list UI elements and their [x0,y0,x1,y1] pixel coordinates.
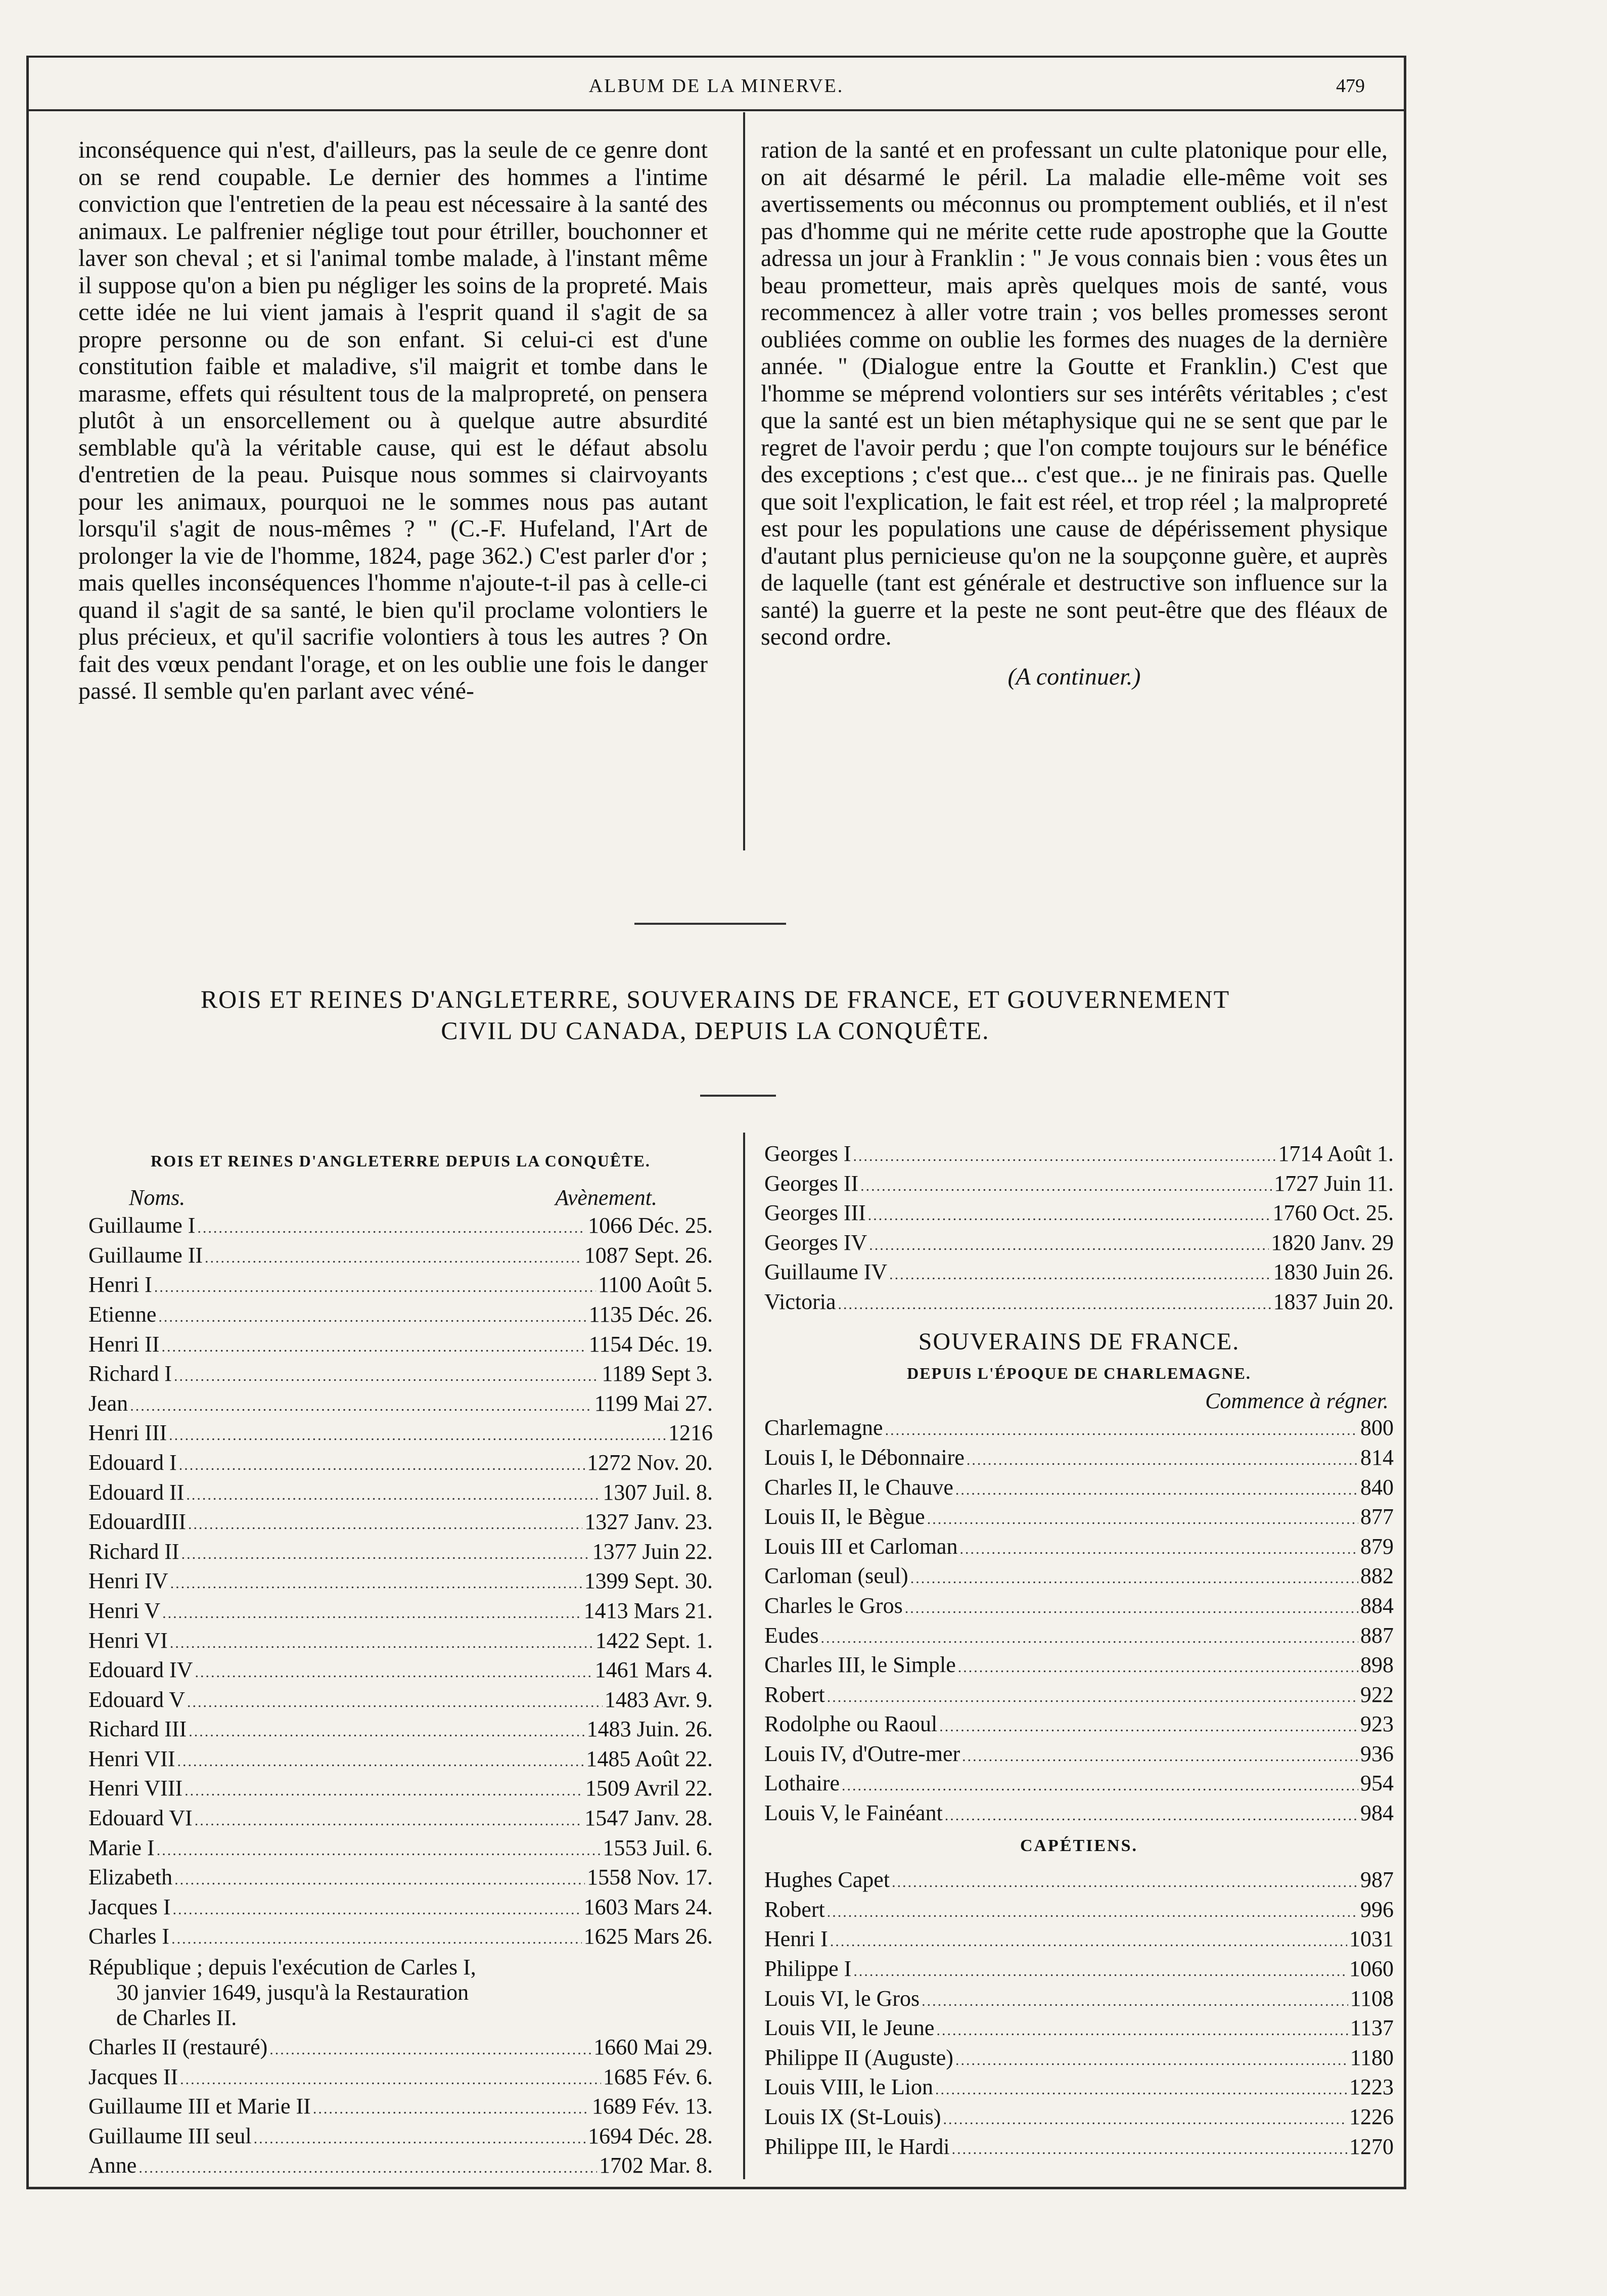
title-underline-rule [700,1095,776,1097]
england-rows-continued [764,1140,1394,1318]
row-value: 1837 Juin 20. [1273,1289,1394,1314]
row-value: 1558 Nov. 17. [587,1865,713,1890]
row-name: EdouardIII [88,1509,187,1535]
leader-dots [935,2076,1347,2103]
leader-dots [958,1654,1358,1681]
row-name: Eudes [764,1623,819,1648]
row-name: Robert [764,1682,825,1707]
column-divider-bottom [743,1133,745,2179]
row-value: 840 [1360,1474,1394,1500]
row-name: Lothaire [764,1771,840,1796]
leader-dots [955,1476,1358,1504]
col-header-name: Noms. [129,1185,186,1210]
list-row [764,1229,1394,1259]
row-name: Edouard II [88,1479,185,1505]
row-value: 1413 Mars 21. [583,1598,713,1623]
row-name: Louis IX (St-Louis) [764,2104,941,2129]
row-name: Charles II, le Chauve [764,1474,953,1500]
row-name: Richard I [88,1361,172,1386]
row-name: Anne [88,2153,137,2178]
row-value: 1461 Mars 4. [594,1657,713,1683]
leader-dots [939,1713,1358,1740]
list-row [88,1271,713,1301]
leader-dots [943,2106,1347,2133]
row-value: 1553 Juil. 6. [603,1835,713,1860]
row-name: Victoria [764,1289,836,1314]
list-row [764,2133,1394,2163]
leader-dots [967,1447,1358,1474]
list-row [88,1301,713,1331]
leader-dots [130,1392,592,1420]
col-header-reign: Commence à régner. [1205,1388,1389,1413]
row-name: Guillaume IV [764,1259,888,1285]
leader-dots [170,1570,582,1597]
row-value: 1702 Mar. 8. [599,2153,713,2178]
row-name: Jean [88,1390,128,1416]
leader-dots [187,1689,603,1716]
section-separator-rule [634,923,786,925]
list-row [764,1955,1394,1985]
leader-dots [171,1925,582,1953]
continuation-note: (A continuer.) [1007,663,1141,690]
row-name: Philippe III, le Hardi [764,2134,950,2159]
leader-dots [922,1988,1348,2015]
list-row [764,1710,1394,1740]
row-value: 1685 Fév. 6. [603,2064,713,2089]
leader-dots [842,1772,1358,1799]
row-value: 1108 [1350,1986,1394,2011]
england-rows [88,1212,713,1953]
row-value: 1399 Sept. 30. [584,1568,713,1594]
list-row [764,2103,1394,2133]
row-value: 882 [1360,1563,1394,1589]
row-value: 1031 [1349,1926,1394,1952]
list-row [88,1627,713,1657]
list-row [88,1923,713,1953]
list-row [764,1985,1394,2015]
list-row [88,1656,713,1686]
row-value: 1820 Janv. 29 [1271,1230,1394,1255]
row-name: Charles III, le Simple [764,1652,956,1678]
running-title: ALBUM DE LA MINERVE. [588,75,844,97]
row-value: 923 [1360,1712,1394,1737]
list-row [764,1770,1394,1799]
leader-dots [195,1807,583,1834]
list-row [764,1592,1394,1622]
row-name: Louis VII, le Jeune [764,2015,935,2041]
row-value: 1060 [1349,1956,1394,1982]
list-row [88,1716,713,1745]
leader-dots [174,1866,585,1894]
row-name: Richard II [88,1539,179,1564]
list-row [88,1419,713,1449]
list-row [764,1681,1394,1711]
leader-dots [169,1422,666,1449]
leader-dots [162,1600,581,1627]
row-name: Hughes Capet [764,1867,890,1893]
list-row [88,1212,713,1242]
row-name: Richard III [88,1717,187,1742]
list-row [88,2093,713,2123]
leader-dots [885,1417,1358,1444]
row-value: 996 [1360,1897,1394,1922]
article-right-column [761,137,1388,690]
row-value: 954 [1360,1771,1394,1796]
row-value: 936 [1360,1741,1394,1766]
leader-dots [186,1481,601,1509]
list-row [764,2014,1394,2044]
leader-dots [838,1291,1271,1318]
list-row [764,1562,1394,1592]
row-name: Edouard VI [88,1806,193,1831]
list-row [764,1444,1394,1474]
row-value: 1760 Oct. 25. [1272,1200,1394,1226]
row-value: 987 [1360,1867,1394,1893]
leader-dots [177,1748,584,1775]
row-name: Henri II [88,1331,160,1357]
row-name: Louis VIII, le Lion [764,2075,934,2100]
england-column-headers [88,1184,713,1211]
row-name: Elizabeth [88,1865,173,1890]
row-value: 1135 Déc. 26. [588,1301,713,1327]
list-row [88,1538,713,1568]
right-list-column [764,1140,1394,2163]
row-name: Georges IV [764,1230,867,1255]
row-value: 1066 Déc. 25. [588,1213,713,1238]
list-row [88,1597,713,1627]
row-name: Louis I, le Débonnaire [764,1445,965,1470]
row-name: Henri VIII [88,1776,183,1801]
list-row [764,1140,1394,1170]
row-name: Louis III et Carloman [764,1534,958,1559]
row-name: Carloman (seul) [764,1563,908,1589]
leader-dots [180,2066,601,2093]
leader-dots [827,1684,1358,1711]
row-name: Louis VI, le Gros [764,1986,920,2011]
row-name: Charles le Gros [764,1593,903,1618]
list-row [88,1567,713,1597]
leader-dots [154,1274,596,1301]
row-value: 1694 Déc. 28. [588,2123,713,2148]
row-value: 1137 [1350,2015,1394,2041]
list-row [88,1894,713,1923]
list-row [88,1331,713,1361]
list-row [88,1745,713,1775]
row-name: Philippe II (Auguste) [764,2045,953,2070]
list-row [88,1360,713,1390]
row-name: Georges II [764,1170,859,1196]
leader-dots [905,1595,1358,1622]
row-value: 898 [1360,1652,1394,1678]
row-name: Guillaume III seul [88,2123,252,2148]
list-row [88,2063,713,2093]
leader-dots [205,1244,582,1272]
leader-dots [170,1630,593,1657]
row-name: Guillaume III et Marie II [88,2094,311,2119]
leader-dots [827,1899,1358,1926]
row-value: 1180 [1350,2045,1394,2070]
row-name: Henri I [764,1926,828,1952]
list-row [88,1805,713,1834]
france-subtitle: DEPUIS L'ÉPOQUE DE CHARLEMAGNE. [907,1364,1251,1383]
leader-dots [860,1173,1272,1200]
list-row [88,1508,713,1538]
row-value: 1272 Nov. 20. [587,1450,713,1475]
leader-dots [188,1511,582,1538]
row-name: Louis V, le Fainéant [764,1800,943,1826]
row-value: 1603 Mars 24. [583,1894,713,1919]
leader-dots [959,1536,1358,1563]
list-row [88,1834,713,1864]
row-value: 1714 Août 1. [1278,1141,1394,1166]
list-row [764,1925,1394,1955]
row-name: Georges I [764,1141,851,1166]
row-value: 1830 Juin 26. [1273,1259,1394,1285]
leader-dots [181,1541,590,1568]
row-name: Charlemagne [764,1415,883,1440]
row-value: 1509 Avril 22. [585,1776,713,1801]
list-row [764,1622,1394,1652]
leader-dots [269,2036,591,2063]
page-header [26,56,1406,111]
list-row [764,2044,1394,2074]
row-value: 1223 [1349,2075,1394,2100]
row-value: 922 [1360,1682,1394,1707]
row-name: Philippe I [764,1956,852,1982]
row-value: 877 [1360,1504,1394,1529]
row-name: Louis II, le Bègue [764,1504,925,1529]
row-value: 1154 Déc. 19. [588,1331,713,1357]
section-title-line-1: ROIS ET REINES D'ANGLETERRE, SOUVERAINS DE FRANCE, ET GOUVERNEMENT [200,985,1230,1013]
page-number: 479 [1336,75,1365,97]
list-row [764,1503,1394,1533]
row-name: Henri I [88,1272,152,1297]
list-row [764,2074,1394,2103]
leader-dots [157,1837,601,1864]
leader-dots [910,1565,1358,1592]
row-name: Henri III [88,1420,167,1446]
row-value: 1199 Mai 27. [594,1390,713,1416]
republic-note-line-2: 30 janvier 1649, jusqu'à la Restauration [116,1980,469,2005]
article-right-text: ration de la santé et en professant un culte platonique pour elle, on ait désarmé le péril. La maladie elle-même voit ses avertissements ou méconnus ou promptement oubliés, et il n'est pas d'homme qui ne mérite cette rude apostrophe que la Goutte adressa un jour à Franklin : " Je vous connais bien : vous êtes un beau prometteur, mais après quelques mois de santé, vous recommencez à aller votre train ; vos belles promesses seront oubliées comme on oublie les formes des nuages de la dernière année. " (Dialogue entre la Goutte et Franklin.) C'est que l'homme se méprend volontiers sur ses intérêts véritables ; c'est que la santé est un bien métaphysique qui ne se sent que par le regret de l'avoir perdu ; que l'on compte toujours sur le bénéfice des exceptions ; c'est que... c'est que... je ne finirais pas. Quelle que soit l'explication, le fait est réel, et trop réel ; la malpropreté est pour les populations une cause de dépérissement physique d'autant plus pernicieuse qu'on ne la soupçonne guère, et auprès de laquelle (tant est générale et destructive son influence sur la santé) la guerre et la peste ne sont peut-être que des fléaux de second ordre. [761,137,1388,650]
section-title-line-2: CIVIL DU CANADA, DEPUIS LA CONQUÊTE. [441,1016,990,1045]
row-name: Guillaume II [88,1242,203,1268]
row-value: 1483 Juin. 26. [586,1717,713,1742]
leader-dots [189,1718,584,1745]
list-row [88,2123,713,2152]
row-value: 1327 Janv. 23. [584,1509,713,1535]
row-name: Charles II (restauré) [88,2035,268,2060]
list-row [88,1449,713,1479]
row-value: 1422 Sept. 1. [595,1628,713,1653]
republic-note [88,1955,713,2031]
row-value: 1270 [1349,2134,1394,2159]
leader-dots [185,1777,583,1805]
row-value: 887 [1360,1623,1394,1648]
list-row [88,1242,713,1272]
row-value: 1087 Sept. 26. [584,1242,713,1268]
list-row [88,1390,713,1420]
row-name: Guillaume I [88,1213,196,1238]
list-row [88,1864,713,1894]
row-value: 1485 Août 22. [586,1746,713,1771]
list-row [764,1740,1394,1770]
row-value: 1547 Janv. 28. [584,1806,713,1831]
leader-dots [936,2017,1348,2044]
row-value: 800 [1360,1415,1394,1440]
france-title: SOUVERAINS DE FRANCE. [918,1328,1240,1355]
row-name: Jacques I [88,1894,171,1919]
row-value: 884 [1360,1593,1394,1618]
leader-dots [821,1625,1358,1652]
row-name: Rodolphe ou Raoul [764,1712,938,1737]
row-value: 1307 Juil. 8. [603,1479,713,1505]
list-row [764,1474,1394,1504]
capetiens-title: CAPÉTIENS. [1020,1836,1138,1855]
row-value: 1689 Fév. 13. [591,2094,713,2119]
leader-dots [313,2095,590,2123]
row-value: 1100 Août 5. [598,1272,713,1297]
list-row [764,1533,1394,1563]
leader-dots [892,1869,1358,1896]
column-divider-top [743,112,745,850]
leader-dots [853,1958,1347,1985]
list-row [88,1686,713,1716]
list-row [764,1258,1394,1288]
leader-dots [139,2154,597,2182]
list-row [764,1199,1394,1229]
row-value: 1226 [1349,2104,1394,2129]
row-name: Etienne [88,1301,157,1327]
row-name: Henri IV [88,1568,168,1594]
article-left-text: inconséquence qui n'est, d'ailleurs, pas la seule de ce genre dont on se rend coupable. Le dernier des hommes a l'intime conviction que l'entretien de la peau est nécessaire à la santé des animaux. Le palfrenier néglige tout pour étriller, bouchonner et laver son cheval ; et si l'animal tombe malade, à l'instant même il suppose qu'on a bien pu négliger les soins de la propreté. Mais cette idée ne lui vient jamais à l'esprit quand il s'agit de sa propre personne ou de son enfant. Si celui-ci est d'une constitution faible et maladive, s'il maigrit et tombe dans le marasme, effets qui résultent tous de la malpropreté, on pensera plutôt à un ensorcellement ou à quelque autre absurdité semblable qu'à la véritable cause, qui est le défaut absolu d'entretien de la peau. Puisque nous sommes si clairvoyants pour les animaux, pourquoi ne le sommes nous pas autant lorsqu'il s'agit de nous-mêmes ? " (C.-F. Hufeland, l'Art de prolonger la vie de l'homme, 1824, page 362.) C'est parler d'or ; mais quelles inconséquences l'homme n'ajoute-t-il pas à celle-ci quand il s'agit de sa santé, le bien qu'il proclame volontiers le plus précieux, et qu'il sacrifie volontiers à tous les autres ? On fait des vœux pendant l'orage, et on les oublie une fois le danger passé. Il semble qu'en parlant avec véné- [78,137,708,704]
leader-dots [927,1506,1358,1533]
row-value: 1625 Mars 26. [583,1924,713,1949]
england-list [88,1148,713,2182]
row-name: Henri V [88,1598,161,1623]
row-value: 1377 Juin 22. [592,1539,713,1564]
leader-dots [197,1214,586,1242]
leader-dots [962,1743,1358,1770]
leader-dots [830,1928,1347,1955]
leader-dots [162,1333,587,1361]
row-value: 1660 Mai 29. [593,2035,713,2060]
list-row [88,2152,713,2182]
list-row [88,1775,713,1805]
row-name: Marie I [88,1835,155,1860]
row-value: 1727 Juin 11. [1274,1170,1394,1196]
list-row [764,1799,1394,1829]
leader-dots [195,1659,593,1686]
list-row [764,1414,1394,1444]
row-value: 984 [1360,1800,1394,1826]
row-value: 1189 Sept 3. [602,1361,713,1386]
leader-dots [952,2136,1347,2163]
leader-dots [179,1452,585,1479]
row-name: Henri VI [88,1628,168,1653]
list-row [764,1288,1394,1318]
leader-dots [158,1303,586,1331]
row-value: 1483 Avr. 9. [604,1687,713,1712]
col-header-date: Avènement. [555,1185,657,1210]
list-row [764,1896,1394,1926]
england-heading: ROIS ET REINES D'ANGLETERRE DEPUIS LA CONQUÊTE. [151,1152,651,1170]
row-name: Robert [764,1897,825,1922]
row-name: Edouard IV [88,1657,193,1683]
row-value: 879 [1360,1534,1394,1559]
row-name: Georges III [764,1200,866,1226]
capetiens-rows [764,1866,1394,2163]
leader-dots [869,1232,1269,1259]
row-name: Edouard V [88,1687,186,1712]
row-name: Edouard I [88,1450,177,1475]
france-rows [764,1414,1394,1829]
england-rows-after [88,2034,713,2182]
republic-note-line-1: République ; depuis l'exécution de Carles I, [88,1955,476,1980]
list-row [764,1170,1394,1200]
row-value: 1216 [668,1420,713,1446]
article-left-column [78,137,708,705]
list-row [88,2034,713,2063]
leader-dots [853,1143,1276,1170]
list-row [764,1866,1394,1896]
leader-dots [889,1261,1271,1288]
list-row [88,1479,713,1509]
list-row [764,1651,1394,1681]
row-value: 814 [1360,1445,1394,1470]
leader-dots [254,2125,586,2152]
section-title [76,983,1355,1046]
leader-dots [174,1363,600,1390]
row-name: Charles I [88,1924,170,1949]
row-name: Jacques II [88,2064,178,2089]
row-name: Henri VII [88,1746,175,1771]
row-name: Louis IV, d'Outre-mer [764,1741,960,1766]
republic-note-line-3: de Charles II. [116,2005,237,2031]
leader-dots [868,1202,1271,1229]
leader-dots [173,1896,582,1923]
leader-dots [945,1802,1358,1829]
leader-dots [955,2047,1348,2074]
